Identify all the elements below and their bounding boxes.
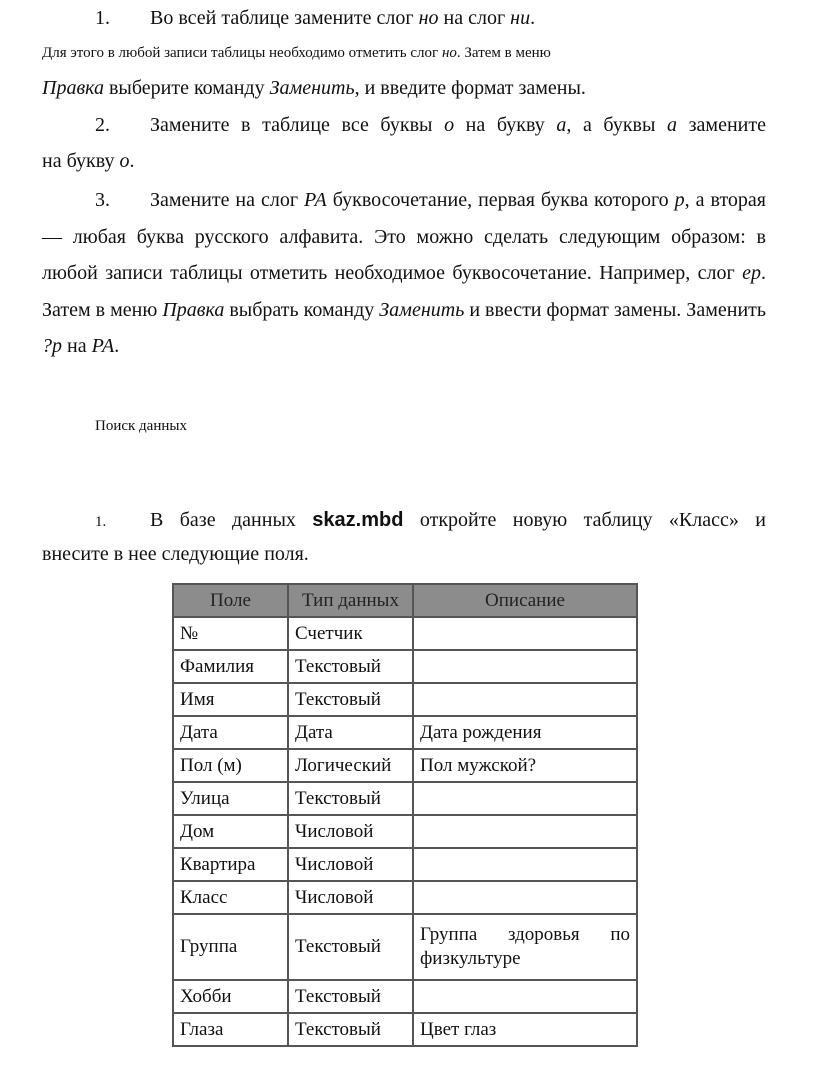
cell-type: Числовой <box>288 881 413 914</box>
cell-type: Текстовый <box>288 683 413 716</box>
table-row <box>173 617 637 650</box>
fields-table <box>172 583 638 1047</box>
header-field: Поле <box>173 584 288 617</box>
cell-field: № <box>173 617 288 650</box>
cell-type: Текстовый <box>288 782 413 815</box>
cell-description: Пол мужской? <box>413 749 637 782</box>
cell-field: Глаза <box>173 1013 288 1046</box>
instruction-note: Для этого в любой записи таблицы необходимо отметить слог но. Затем в меню <box>42 45 551 61</box>
instruction-2: Замените в таблице все буквы о на букву а, а буквы а замените <box>150 114 766 136</box>
table-row <box>173 650 637 683</box>
table-row <box>173 782 637 815</box>
table-row <box>173 980 637 1013</box>
table-row <box>173 848 637 881</box>
table-row <box>173 716 637 749</box>
cell-type: Счетчик <box>288 617 413 650</box>
cell-field: Квартира <box>173 848 288 881</box>
cell-field: Фамилия <box>173 650 288 683</box>
instruction-db-cont: внесите в нее следующие поля. <box>42 543 309 565</box>
table-row <box>173 881 637 914</box>
cell-type: Текстовый <box>288 980 413 1013</box>
cell-field: Хобби <box>173 980 288 1013</box>
header-type: Тип данных <box>288 584 413 617</box>
cell-field: Класс <box>173 881 288 914</box>
cell-description: Цвет глаз <box>413 1013 637 1046</box>
table-row <box>173 749 637 782</box>
cell-field: Дом <box>173 815 288 848</box>
cell-description: Группа здоровья по физкультуре <box>413 914 637 980</box>
cell-field: Пол (м) <box>173 749 288 782</box>
table-row <box>173 1013 637 1046</box>
cell-description <box>413 782 637 815</box>
cell-field: Группа <box>173 914 288 980</box>
table-row <box>173 815 637 848</box>
cell-field: Имя <box>173 683 288 716</box>
cell-type: Числовой <box>288 815 413 848</box>
instruction-2-cont: на букву о. <box>42 150 135 172</box>
cell-field: Дата <box>173 716 288 749</box>
cell-description <box>413 815 637 848</box>
table-row <box>173 683 637 716</box>
item-number: 1. <box>95 514 107 530</box>
cell-description <box>413 881 637 914</box>
cell-type: Текстовый <box>288 914 413 980</box>
table-header-row <box>173 584 637 617</box>
instruction-db: В базе данных skaz.mbd откройте новую таблицу «Класс» и <box>150 509 766 531</box>
cell-description <box>413 617 637 650</box>
table-row <box>173 914 637 980</box>
cell-description: Дата рождения <box>413 716 637 749</box>
instruction-note-2: Правка выберите команду Заменить, и введите формат замены. <box>42 77 586 99</box>
cell-type: Текстовый <box>288 1013 413 1046</box>
cell-type: Дата <box>288 716 413 749</box>
cell-type: Числовой <box>288 848 413 881</box>
section-heading: Поиск данных <box>95 418 187 434</box>
item-number: 2. <box>95 114 110 136</box>
cell-description <box>413 980 637 1013</box>
cell-description <box>413 683 637 716</box>
instruction-3: Замените на слог РА буквосочетание, первая буква которого р, а вторая — любая буква русского алфавита. Это можно сделать следующим образом: в любой записи таблицы отметить необходимое буквосочетание. Например, слог ер. Затем в меню Правка выбрать команду Заменить и ввести формат замены. Заменить ?р на РА. <box>42 189 767 358</box>
cell-field: Улица <box>173 782 288 815</box>
item-number: 1. <box>95 7 110 29</box>
cell-type: Логический <box>288 749 413 782</box>
header-description: Описание <box>413 584 637 617</box>
instruction-1: Во всей таблице замените слог но на слог ни. <box>150 7 536 29</box>
cell-description <box>413 848 637 881</box>
cell-type: Текстовый <box>288 650 413 683</box>
item-number: 3. <box>95 189 110 211</box>
cell-description <box>413 650 637 683</box>
